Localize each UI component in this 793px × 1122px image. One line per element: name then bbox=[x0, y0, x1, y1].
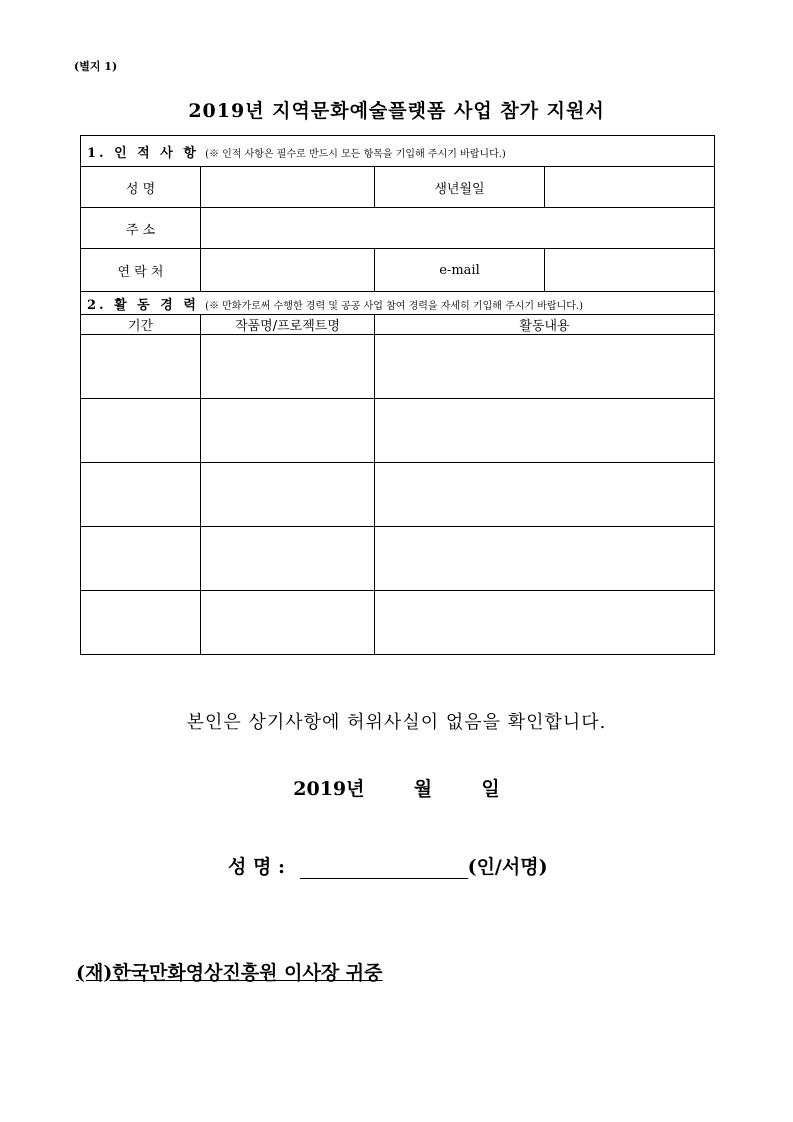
activity-row bbox=[81, 335, 715, 399]
activity-row bbox=[81, 527, 715, 591]
section1-note: (※ 인적 사항은 필수로 반드시 모든 항목을 기입해 주시기 바랍니다.) bbox=[205, 148, 506, 160]
address-field[interactable] bbox=[201, 208, 715, 249]
activity-project-cell[interactable] bbox=[201, 527, 375, 591]
address-label: 주 소 bbox=[81, 208, 201, 249]
column-header-activity: 활동내용 bbox=[375, 315, 715, 335]
section1-header-row bbox=[81, 136, 715, 167]
birth-label: 생년월일 bbox=[375, 167, 545, 208]
activity-content-cell[interactable] bbox=[375, 591, 715, 655]
application-form-table bbox=[80, 135, 715, 655]
column-header-project: 작품명/프로젝트명 bbox=[201, 315, 375, 335]
contact-field[interactable] bbox=[201, 249, 375, 292]
contact-email-row bbox=[81, 249, 715, 292]
activity-period-cell[interactable] bbox=[81, 463, 201, 527]
addressee: (재)한국만화영상진흥원 이사장 귀중 bbox=[76, 962, 383, 984]
date-month: 월 bbox=[413, 778, 433, 800]
date-line bbox=[0, 774, 793, 801]
activity-content-cell[interactable] bbox=[375, 527, 715, 591]
activity-column-header-row bbox=[81, 315, 715, 335]
name-field[interactable] bbox=[201, 167, 375, 208]
activity-project-cell[interactable] bbox=[201, 463, 375, 527]
section2-note: (※ 만화가로써 수행한 경력 및 공공 사업 참여 경력을 자세히 기입해 주시기 바랍니다.) bbox=[205, 300, 583, 312]
address-row bbox=[81, 208, 715, 249]
activity-period-cell[interactable] bbox=[81, 527, 201, 591]
activity-period-cell[interactable] bbox=[81, 591, 201, 655]
name-birth-row bbox=[81, 167, 715, 208]
section2-header-row bbox=[81, 292, 715, 315]
signature-field[interactable] bbox=[300, 858, 468, 879]
section2-header bbox=[81, 292, 715, 315]
activity-period-cell[interactable] bbox=[81, 335, 201, 399]
contact-label: 연 락 처 bbox=[81, 249, 201, 292]
signature-line bbox=[228, 852, 548, 879]
email-label: e-mail bbox=[375, 249, 545, 292]
activity-content-cell[interactable] bbox=[375, 399, 715, 463]
signature-suffix: (인/서명) bbox=[467, 856, 548, 878]
date-day: 일 bbox=[481, 778, 500, 800]
column-header-period: 기간 bbox=[81, 315, 201, 335]
signature-label: 성 명 : bbox=[228, 856, 285, 878]
activity-project-cell[interactable] bbox=[201, 591, 375, 655]
activity-row bbox=[81, 463, 715, 527]
name-label: 성 명 bbox=[81, 167, 201, 208]
section1-heading: 1. 인 적 사 항 bbox=[87, 145, 199, 161]
email-field[interactable] bbox=[545, 249, 715, 292]
confirmation-statement: 본인은 상기사항에 허위사실이 없음을 확인합니다. bbox=[186, 712, 607, 733]
section1-header bbox=[81, 136, 715, 167]
form-title: 2019년 지역문화예술플랫폼 사업 참가 지원서 bbox=[188, 100, 605, 122]
activity-project-cell[interactable] bbox=[201, 399, 375, 463]
activity-content-cell[interactable] bbox=[375, 335, 715, 399]
activity-row bbox=[81, 591, 715, 655]
date-year: 2019년 bbox=[293, 778, 365, 800]
section2-heading: 2. 활 동 경 력 bbox=[87, 297, 199, 313]
activity-project-cell[interactable] bbox=[201, 335, 375, 399]
annex-label: (별지 1) bbox=[74, 60, 118, 73]
birth-field[interactable] bbox=[545, 167, 715, 208]
activity-period-cell[interactable] bbox=[81, 399, 201, 463]
activity-content-cell[interactable] bbox=[375, 463, 715, 527]
activity-row bbox=[81, 399, 715, 463]
